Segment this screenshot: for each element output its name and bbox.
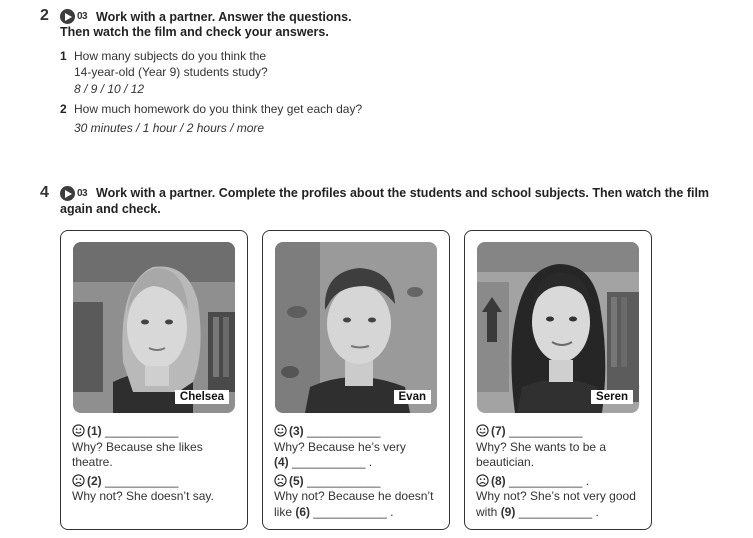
profile-text: (3) ___________ Why? Because he’s very (4) ___________ . (5) ___________ Why not? Because he doesn’t like (6) ___________ . [274,424,444,520]
frowning-face-icon [72,474,85,487]
answer-blank[interactable]: ___________ [509,424,583,438]
like-line: (7) ___________ [476,424,646,440]
dislike-line: (5) ___________ [274,474,444,490]
student-photo [275,242,437,413]
exercise-number: 4 [40,184,49,201]
smiley-face-icon [274,424,287,437]
answer-blank[interactable]: ___________ [105,424,179,438]
dislike-line: (2) ___________ [72,474,242,490]
profile-text: (1) ___________ Why? Because she likes theatre. (2) ___________ Why not? She doesn’t say. [72,424,242,505]
dislike-line: (8) ___________ . [476,474,646,490]
profile-text: (7) ___________ Why? She wants to be a beautician. (8) ___________ . Why not? She’s not very good with (9) ___________ . [476,424,646,520]
smiley-face-icon [72,424,85,437]
student-name-label: Chelsea [175,390,229,404]
profile-card-evan [262,230,450,530]
question-text: How much homework do you think they get each day? [74,102,363,116]
exercise-instruction-cont: Then watch the film and check your answers. [60,25,329,39]
smiley-face-icon [476,424,489,437]
like-line: (3) ___________ [274,424,444,440]
like-line: (1) ___________ [72,424,242,440]
answer-options: 8 / 9 / 10 / 12 [74,82,145,96]
question-number: 1 [60,49,67,63]
answer-blank[interactable]: ___________ [313,504,387,519]
play-audio-icon[interactable] [60,186,75,201]
student-name-label: Evan [394,390,432,404]
profile-card-chelsea [60,230,248,530]
track-number: 03 [77,11,88,22]
student-name-label: Seren [591,390,633,404]
play-audio-icon[interactable] [60,9,75,24]
exercise-instruction: Work with a partner. Answer the questions. [96,10,352,24]
answer-blank[interactable]: ___________ [509,473,583,488]
answer-blank[interactable]: ___________ [307,473,381,488]
frowning-face-icon [476,474,489,487]
answer-options: 30 minutes / 1 hour / 2 hours / more [74,121,265,135]
answer-blank[interactable]: ___________ [307,424,381,438]
track-number: 03 [77,188,88,199]
answer-blank[interactable]: ___________ [292,455,366,469]
exercise-instruction: Work with a partner. Complete the profiles about the students and school subjects. Then watch the film [96,186,710,200]
question-text: How many subjects do you think the 14-year-old (Year 9) students study? [74,49,268,79]
answer-blank[interactable]: ___________ [105,473,179,488]
profile-card-seren [464,230,652,530]
question-number: 2 [60,102,67,116]
exercise-instruction-cont: again and check. [60,202,161,216]
student-photo [477,242,639,413]
frowning-face-icon [274,474,287,487]
exercise-number: 2 [40,7,49,24]
student-photo [73,242,235,413]
answer-blank[interactable]: ___________ [518,504,593,519]
